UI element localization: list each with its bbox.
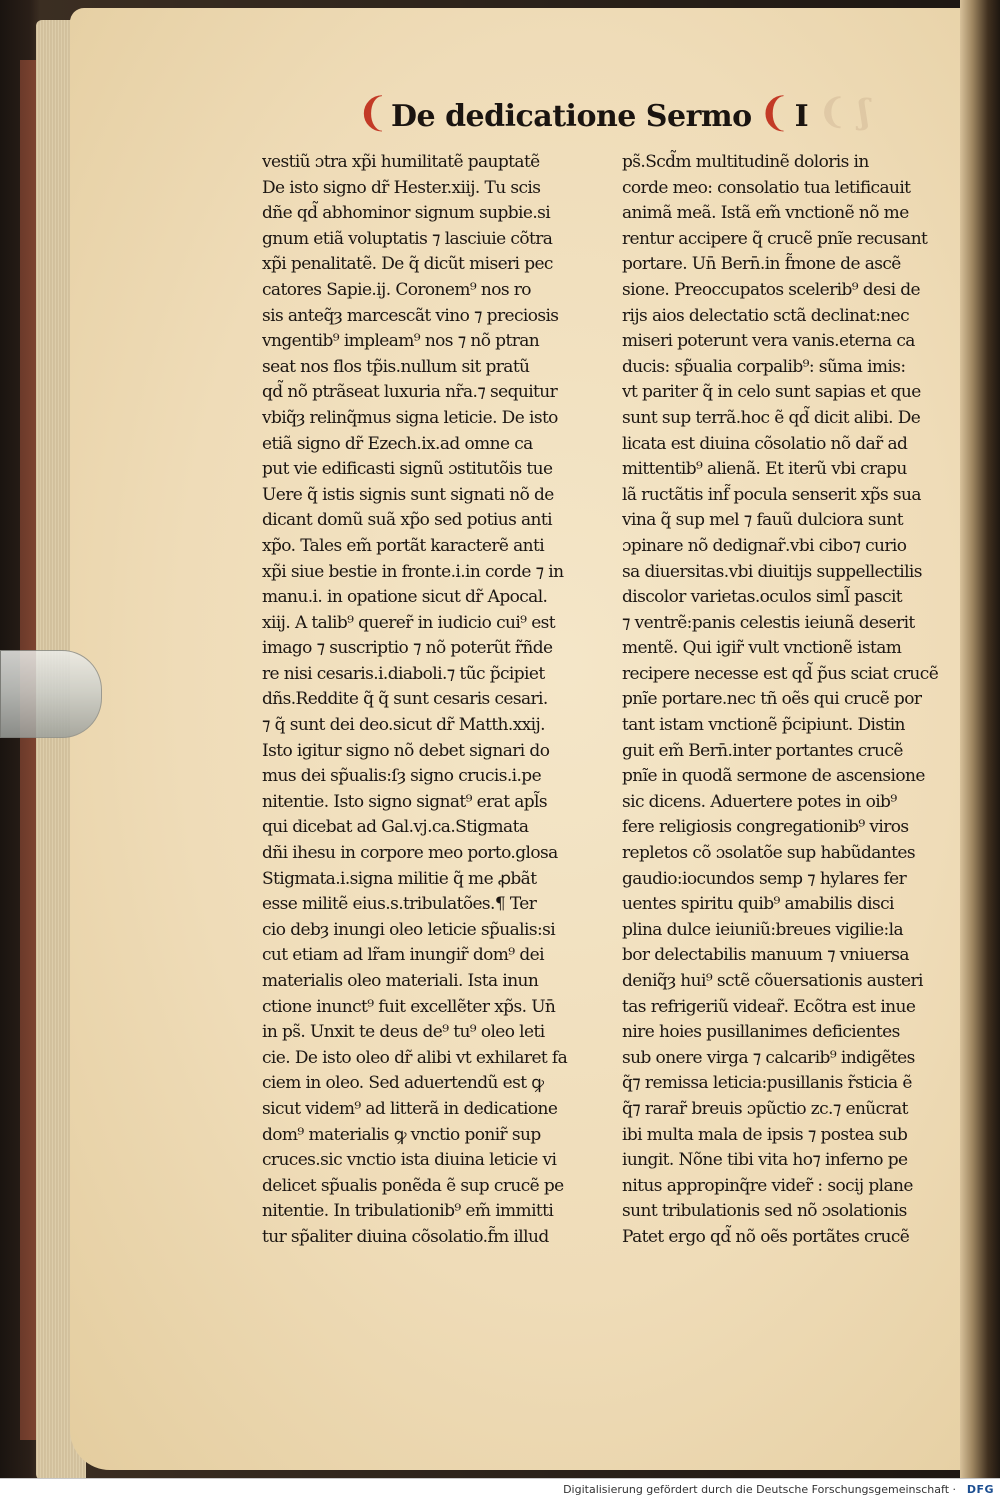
text-line: manu.i. in opatione sicut dr̃ Apocal. [262,587,548,608]
text-line: xp̃i penalitatẽ. De q̃ dicũt miseri pec [262,254,553,275]
text-line: ciem in oleo. Sed aduertendũ est ꝙ [262,1073,544,1094]
text-line: rentur accipere q̃ crucẽ pnĩe recusant [622,228,928,249]
text-line: vbiq̃ȝ relinq̃mus signa leticie. De isto [262,407,558,428]
text-line: nire hoies pusillanimes deficientes [622,1022,900,1043]
text-line: ctione inunct⁹ fuit excellẽter xp̃s. Un̄ [262,996,556,1017]
text-line: ducis: sp̃ualia corpalib⁹: sũma imis: [622,356,906,377]
show-through-smudge: ❨ ʃ [818,92,870,132]
text-line: qui dicebat ad Gal.vj.ca.Stigmata [262,817,529,838]
page-clamp [0,650,102,738]
text-line: gnum etiã voluptatis ⁊ lasciuie cõtra [262,228,553,249]
text-line: cruces.sic vnctio ista diuina leticie vi [262,1150,557,1171]
text-line: q̃⁊ remissa leticia:pusillanis r̃sticia ẽ [622,1073,912,1094]
text-line: Isto igitur signo nõ debet signari do [262,740,550,761]
header-title: De dedicatione Sermo [391,99,752,134]
text-line: in ps̃. Unxit te deus de⁹ tu⁹ oleo leti [262,1022,545,1043]
text-line: pnĩe in quodã sermone de ascensione [622,766,925,787]
text-line: dñe qd̃ abhominor signum supbie.si [262,203,551,224]
footer-credit: Digitalisierung gefördert durch die Deutsche Forschungsgemeinschaft · [563,1483,956,1496]
text-line: vngentib⁹ impleam⁹ nos ⁊ nõ ptran [262,331,540,352]
text-line: materialis oleo materiali. Ista inun [262,971,539,991]
text-line: dicant domũ suã xp̃o sed potius anti [262,510,552,531]
text-line: sione. Preoccupatos scelerib⁹ desi de [622,279,920,300]
text-line: fere religiosis congregationib⁹ viros [622,817,909,838]
text-column-right [622,150,962,1251]
text-line: q̃⁊ rarar̃ breuis ɔpũctio zc.⁊ enũcrat [622,1098,908,1119]
footer-bar [0,1478,1000,1501]
text-line: nitentie. Isto signo signat⁹ erat apl̃s [262,791,548,812]
text-line: dñs.Reddite q̃ q̃ sunt cesaris cesari. [262,689,548,710]
text-line: re nisi cesaris.i.diaboli.⁊ tũc p̃cipiet [262,663,545,684]
text-line: mittentib⁹ alienã. Et iterũ vbi crapu [622,459,907,480]
text-line: discolor varietas.oculos siml̃ pascit [622,587,903,608]
running-header [356,90,809,140]
text-line: tas refrigeriũ videar̃. Ecõtra est inue [622,996,916,1017]
text-line: tur sp̃aliter diuina cõsolatio.f̃m illud [262,1226,549,1247]
text-line: vestiũ ɔtra xp̃i humilitatẽ pauptatẽ [262,152,540,172]
text-line: sunt sup terrã.hoc ẽ qd̃ dicit alibi. De [622,407,921,428]
text-line: deniq̃ȝ hui⁹ sctẽ cõuersationis austeri [622,971,923,991]
text-line: uentes spiritu quib⁹ amabilis disci [622,894,894,915]
text-column-left [262,150,600,1251]
text-line: iungit. Nõne tibi vita ho⁊ inferno pe [622,1150,908,1171]
text-line: xiij. A talib⁹ querer̃ in iudicio cui⁹ est [262,612,556,633]
header-number: I [794,99,809,134]
text-line: Stigmata.i.signa militie q̃ me ꝓbãt [262,868,537,889]
text-line: licata est diuina cõsolatio nõ dar̃ ad [622,433,908,454]
text-line: ⁊ ventrẽ:panis celestis ieiunã deserit [622,612,915,633]
text-line: nitentie. In tribulationib⁹ em̃ immitti [262,1201,554,1222]
text-line: sis anteq̃ȝ marcescãt vino ⁊ preciosis [262,305,559,326]
text-line: ɔpinare nõ dedignar̃.vbi cibo⁊ curio [622,535,907,556]
text-line: xp̃o. Tales em̃ portãt karacterẽ anti [262,535,545,556]
text-line: portare. Un̄ Bern̄.in f̃mone de ascẽ [622,254,901,275]
text-line: ps̃.Scd̃m multitudinẽ doloris in [622,152,869,172]
book-gutter [960,0,1000,1480]
text-line: repletos cõ ɔsolatõe sup habũdantes [622,843,915,864]
text-line: mus dei sp̃ualis:ſȝ signo crucis.i.pe [262,766,542,787]
text-line: sicut videm⁹ ad litterã in dedicatione [262,1098,558,1119]
text-line: sic dicens. Aduertere potes in oib⁹ [622,791,897,812]
text-line: dom⁹ materialis ꝙ vnctio ponir̃ sup [262,1124,541,1145]
text-line: dñi ihesu in corpore meo porto.glosa [262,843,558,864]
text-line: mentẽ. Qui igir̃ vult vnctionẽ istam [622,638,902,659]
text-line: cio debȝ inungi oleo leticie sp̃ualis:si [262,919,556,940]
text-line: gaudio:iocundos semp ⁊ hylares fer [622,868,907,889]
text-line: etiã signo dr̃ Ezech.ix.ad omne ca [262,433,533,454]
text-line: sub onere virga ⁊ calcarib⁹ indigẽtes [622,1047,915,1068]
dfg-logo-icon: DFG [966,1483,994,1496]
text-line: tant istam vnctionẽ p̃cipiunt. Distin [622,715,905,736]
text-line: cie. De isto oleo dr̃ alibi vt exhilaret fa [262,1047,568,1068]
rubric-mark-icon: ❨ [356,90,390,136]
text-line: vina q̃ sup mel ⁊ fauũ dulciora sunt [622,510,903,531]
text-line: bor delectabilis manuum ⁊ vniuersa [622,945,909,966]
text-line: ibi multa mala de ipsis ⁊ postea sub [622,1124,908,1145]
text-line: put vie edificasti signũ ɔstitutõis tue [262,459,553,480]
text-line: corde meo: consolatio tua letificauit [622,177,911,198]
text-line: De isto signo dr̃ Hester.xiij. Tu scis [262,177,541,198]
text-line: catores Sapie.ij. Coronem⁹ nos ro [262,279,531,300]
text-line: plina dulce ieiuniũ:breues vigilie:la [622,919,904,940]
text-line: recipere necesse est qd̃ p̃us sciat crucẽ [622,663,939,684]
text-line: lã ructãtis inf̃ pocula senserit xp̃s sua [622,484,921,505]
text-line: sunt tribulationis sed nõ ɔsolationis [622,1201,907,1222]
text-line: sa diuersitas.vbi diuitijs suppellectilis [622,561,922,582]
text-line: cut etiam ad lr̃am inungir̃ dom⁹ dei [262,945,544,966]
text-line: pnĩe portare.nec tñ oẽs qui crucẽ por [622,689,922,710]
text-line: miseri poterunt vera vanis.eterna ca [622,331,915,352]
text-line: esse militẽ eius.s.tribulatões.¶ Ter [262,894,537,915]
text-line: rijs aios delectatio sctã declinat:nec [622,305,910,326]
text-line: delicet sp̃ualis ponẽda ẽ sup crucẽ pe [262,1175,564,1196]
rubric-mark-icon: ❨ [757,90,791,136]
text-line: vt pariter q̃ in celo sunt sapias et que [622,382,921,403]
text-line: ⁊ q̃ sunt dei deo.sicut dr̃ Matth.xxij. [262,715,545,736]
text-line: qd̃ nõ ptrãseat luxuria nr̃a.⁊ sequitur [262,382,558,403]
text-line: xp̃i siue bestie in fronte.i.in corde ⁊ in [262,561,564,582]
text-line: guit em̃ Bern̄.inter portantes crucẽ [622,740,903,761]
text-line: animã meã. Istã em̃ vnctionẽ nõ me [622,203,909,224]
text-line: seat nos flos tp̃is.nullum sit pratũ [262,356,530,377]
text-line: Uere q̃ istis signis sunt signati nõ de [262,484,554,505]
text-line: nitus appropinq̃re vider̃ : socij plane [622,1175,913,1196]
text-line: Patet ergo qd̃ nõ oẽs portãtes crucẽ [622,1226,910,1247]
text-line: imago ⁊ suscriptio ⁊ nõ poterũt r̃ñde [262,638,553,659]
